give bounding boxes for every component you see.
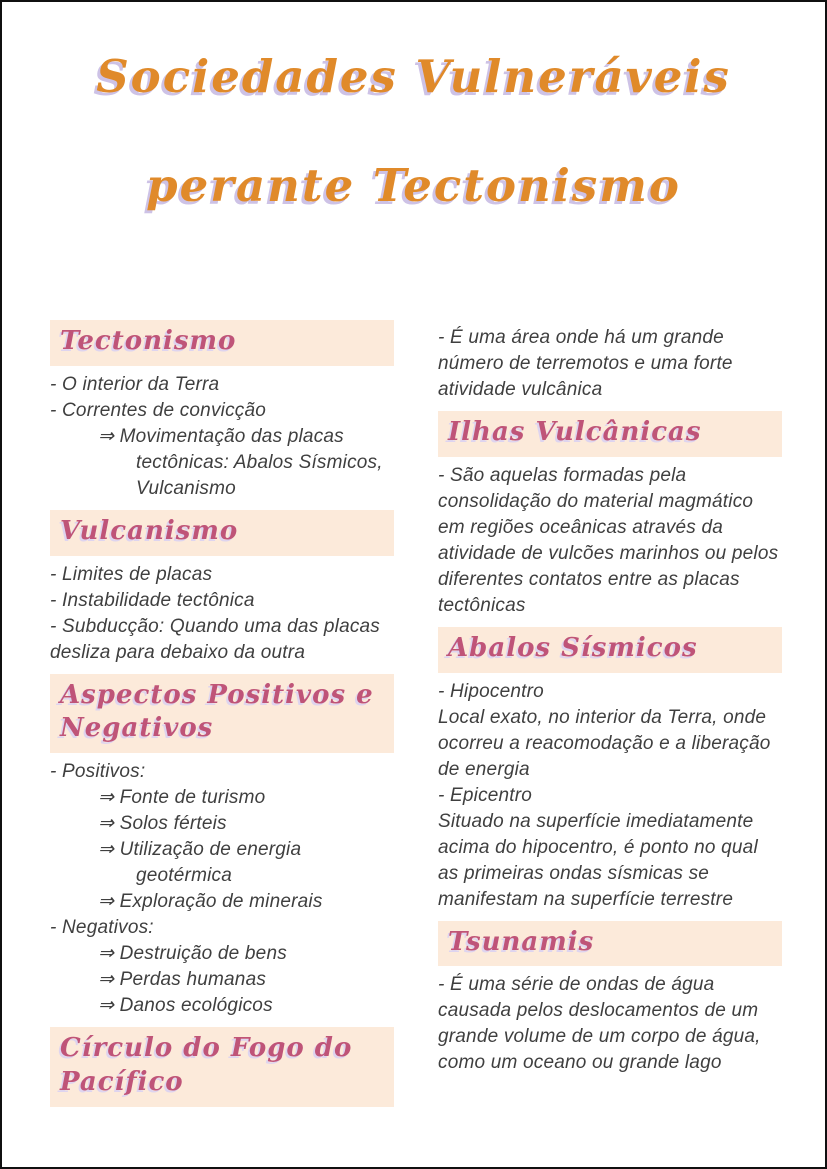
note-line-circulo-fogo-definition: - É uma área onde há um grande número de terremotos e uma forte atividade vulcânica [438,327,733,400]
note-line: - Epicentro [438,784,533,806]
notes-columns [2,320,825,1113]
note-line: - O interior da Terra [50,373,220,395]
note-line: - Instabilidade tectônica [50,589,255,611]
note-line-arrow: ⇒ Fonte de turismo [98,787,266,809]
section-heading-tectonismo: Tectonismo [60,326,237,356]
section-heading-vulcanismo: Vulcanismo [60,515,239,546]
note-line: - É uma série de ondas de água causada pelos deslocamentos de um grande volume de um corpo de água, como um oceano ou grande lago [438,974,761,1074]
note-line-arrow: ⇒ Destruição de bens [98,943,287,965]
note-line: - Hipocentro [438,680,544,702]
heading-band-circulo-fogo [50,1027,394,1107]
note-line: - Limites de placas [50,563,213,585]
title-line-1: Sociedades Vulneráveis [96,50,731,103]
section-heading-circulo-do-fogo: Círculo do Fogo do Pacífico [60,1033,353,1097]
note-line: - Correntes de convicção [50,399,267,421]
note-line: Situado na superfície imediatamente acima do hipocentro, é ponto no qual as primeiras ondas sísmicas se manifestam na superfície terrestre [438,810,758,910]
note-line-arrow: ⇒ Perdas humanas [98,969,267,991]
note-line-arrow: ⇒ Solos férteis [98,813,227,835]
section-heading-aspectos-positivos-negativos: Aspectos Positivos e Negativos [60,679,374,744]
heading-band-aspectos [50,674,394,754]
section-heading-ilhas-vulcanicas: Ilhas Vulcânicas [448,417,702,447]
heading-band-ilhas-vulcanicas [438,411,782,457]
title-line-2: perante Tectonismo [146,159,681,212]
right-column [438,320,782,1113]
section-heading-abalos-sismicos: Abalos Sísmicos [448,632,698,663]
left-column [50,320,394,1113]
page-title [2,2,825,212]
heading-band-abalos-sismicos [438,627,782,673]
note-line: - Negativos: [50,917,154,939]
note-line-arrow: ⇒ Movimentação das placas tectônicas: Abalos Sísmicos, Vulcanismo [98,425,383,499]
note-line: - Positivos: [50,761,146,783]
note-line-arrow: ⇒ Danos ecológicos [98,995,273,1017]
heading-band-vulcanismo [50,510,394,556]
heading-band-tsunamis [438,921,782,967]
note-line: Local exato, no interior da Terra, onde ocorreu a reacomodação e a liberação de energia [438,706,771,780]
note-line-arrow: ⇒ Utilização de energia geotérmica [98,839,302,887]
note-line: - Subducção: Quando uma das placas desliza para debaixo da outra [50,615,381,663]
note-line-arrow: ⇒ Exploração de minerais [98,891,323,913]
note-line: - São aquelas formadas pela consolidação do material magmático em regiões oceânicas através da atividade de vulcões marinhos ou pelos diferentes contatos entre as placas tectônicas [438,464,779,616]
section-heading-tsunamis: Tsunamis [448,926,595,957]
heading-band-tectonismo [50,320,394,366]
